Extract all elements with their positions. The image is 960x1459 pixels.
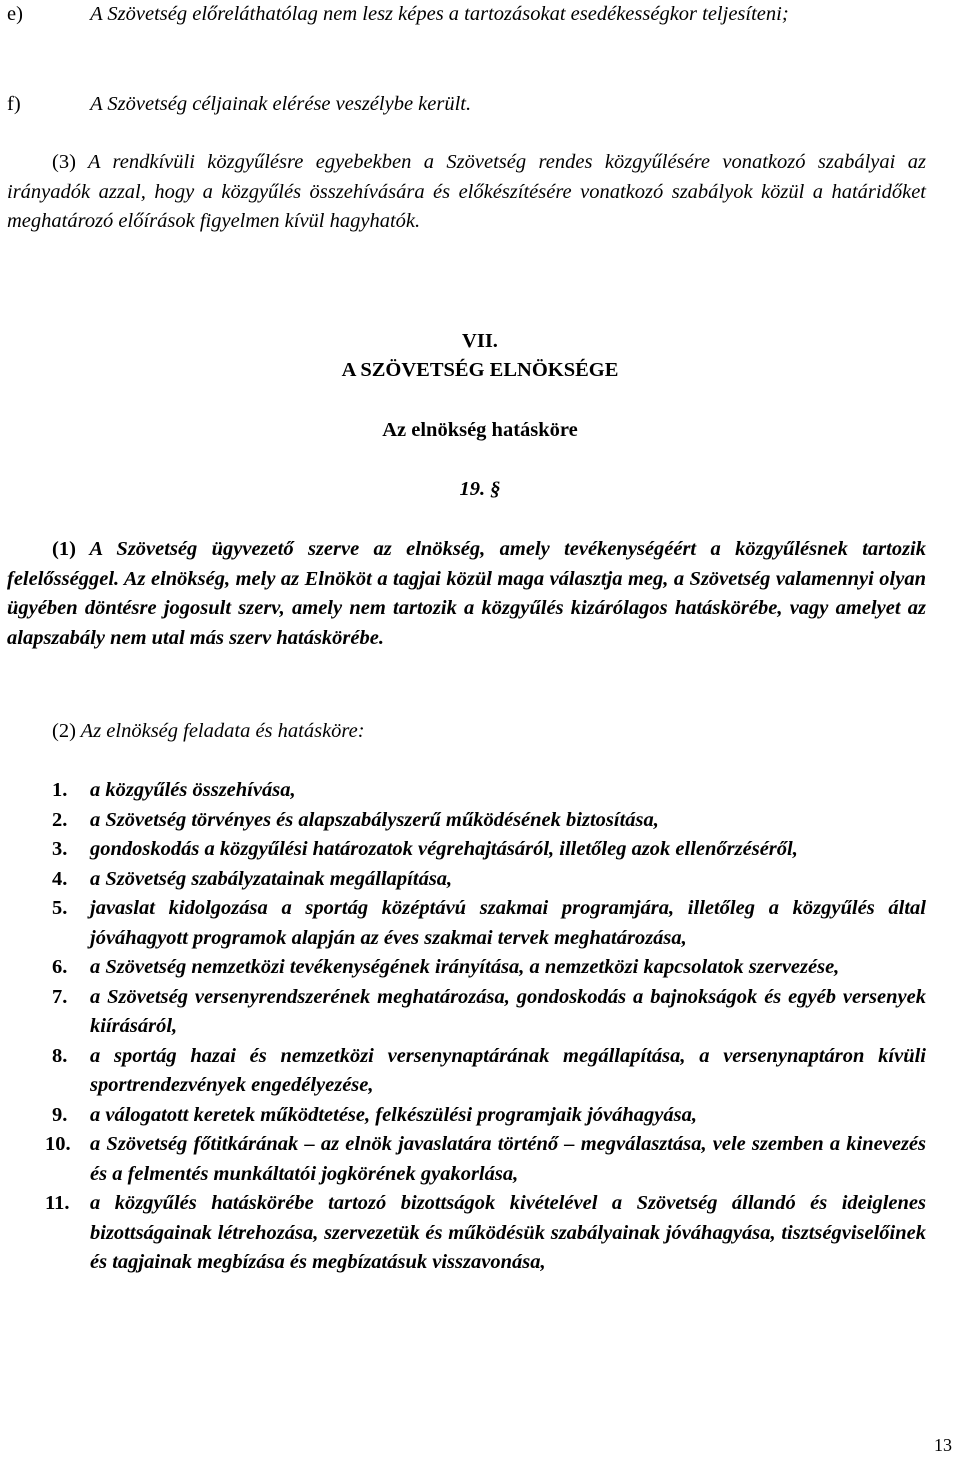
list-item <box>7 894 926 953</box>
list-item-text: a közgyűlés összehívása, <box>90 779 296 801</box>
list-item <box>7 835 926 865</box>
list-item-number: 4. <box>52 867 68 890</box>
list-item-text: a közgyűlés hatáskörébe tartozó bizottságok kivételével a Szövetség állandó és ideiglenes bizottságainak létrehozása, szervezetük és működésük szabályainak jóváhagyása, tisztségviselőinek és tagjainak megbízása és megbízatásuk visszavonása, <box>90 1192 926 1273</box>
list-item <box>7 776 926 806</box>
list-item-number: 10. <box>45 1133 71 1155</box>
section-number: 19. <box>459 478 486 500</box>
list-item-number: 8. <box>52 1044 68 1067</box>
list-item-text: a válogatott keretek működtetése, felkészülési programjaik jóváhagyása, <box>90 1103 697 1126</box>
list-item-text: a sportág hazai és nemzetközi versenynaptárának megállapítása, a versenynaptáron kívüli sportrendezvények engedélyezése, <box>90 1044 926 1096</box>
item-e-label: e) <box>7 3 23 25</box>
powers-list <box>7 776 926 1278</box>
list-item-text: a Szövetség szabályzatainak megállapítása, <box>90 867 453 890</box>
section-19-paragraph-2 <box>7 717 926 747</box>
list-item <box>7 1042 926 1101</box>
item-e <box>7 0 926 30</box>
section-19-paragraph-1 <box>7 535 926 653</box>
list-item <box>7 1189 926 1278</box>
list-item-number: 3. <box>52 838 68 860</box>
paragraph-2-text: Az elnökség feladata és hatásköre: <box>80 720 365 742</box>
chapter-number: VII. <box>462 330 498 352</box>
list-item <box>7 865 926 895</box>
paragraph-3-text: A rendkívüli közgyűlésre egyebekben a Szövetség rendes közgyűlésére vonatkozó szabályai az irányadók azzal, hogy a közgyűlés összehívására és előkészítésére vonatkozó szabályok közül a határidőket meghatározó előírások figyelmen kívül hagyhatók. <box>7 151 927 232</box>
paragraph-2-label: (2) <box>52 720 76 742</box>
list-item-text: a Szövetség versenyrendszerének meghatározása, gondoskodás a bajnokságok és egyéb versenyek kiírásáról, <box>90 985 926 1037</box>
page-number: 13 <box>934 1435 952 1455</box>
list-item-number: 1. <box>52 779 68 801</box>
list-item-number: 6. <box>52 956 68 978</box>
list-item-text: a Szövetség főtitkárának – az elnök javaslatára történő – megválasztása, vele szemben a kinevezés és a felmentés munkáltatói jogkörének gyakorlása, <box>90 1133 926 1185</box>
paragraph-1-text: Az elnökség, mely az Elnököt a tagjai közül maga választja meg, a Szövetség valamennyi olyan ügyében döntésre jogosult szerv, amely nem tartozik a közgyűlés kizárólagos hatáskörébe, vagy amelyet az alapszabály nem utal más szerv hatáskörébe. <box>7 567 926 649</box>
section-heading <box>0 475 960 505</box>
item-f-label: f) <box>7 93 21 115</box>
list-item <box>7 983 926 1042</box>
list-item-text: a Szövetség nemzetközi tevékenységének irányítása, a nemzetközi kapcsolatok szervezése, <box>90 956 840 978</box>
paragraph-3 <box>7 148 926 237</box>
list-item <box>7 1101 926 1131</box>
list-item <box>7 953 926 983</box>
section-sign: § <box>490 478 501 500</box>
list-item-number: 11. <box>45 1192 70 1214</box>
list-item-text: gondoskodás a közgyűlési határozatok végrehajtásáról, illetőleg azok ellenőrzéséről, <box>90 838 798 860</box>
list-item <box>7 806 926 836</box>
item-f-text: A Szövetség céljainak elérése veszélybe került. <box>90 93 472 115</box>
list-item-text: a Szövetség törvényes és alapszabályszerű működésének biztosítása, <box>90 808 659 831</box>
item-f <box>7 90 926 120</box>
chapter-title: A SZÖVETSÉG ELNÖKSÉGE <box>341 359 619 381</box>
paragraph-3-label: (3) <box>52 151 76 173</box>
paragraph-1-label: (1) <box>52 538 76 560</box>
list-item-text: javaslat kidolgozása a sportág középtávú szakmai programjára, illetőleg a közgyűlés által jóváhagyott programok alapján az éves szakmai tervek meghatározása, <box>90 897 926 949</box>
chapter-subtitle: Az elnökség hatásköre <box>382 419 578 441</box>
list-item <box>7 1130 926 1189</box>
paragraph-1-text-bold: A Szövetség ügyvezető szerve az elnökség, amely tevékenységéért a közgyűlésnek tartozik felelősséggel. <box>7 538 926 590</box>
list-item-number: 2. <box>52 808 68 831</box>
list-item-number: 5. <box>52 897 68 919</box>
list-item-number: 7. <box>52 985 68 1008</box>
list-item-number: 9. <box>52 1103 68 1126</box>
item-e-text: A Szövetség előreláthatólag nem lesz képes a tartozásokat esedékességkor teljesíteni; <box>90 3 789 25</box>
